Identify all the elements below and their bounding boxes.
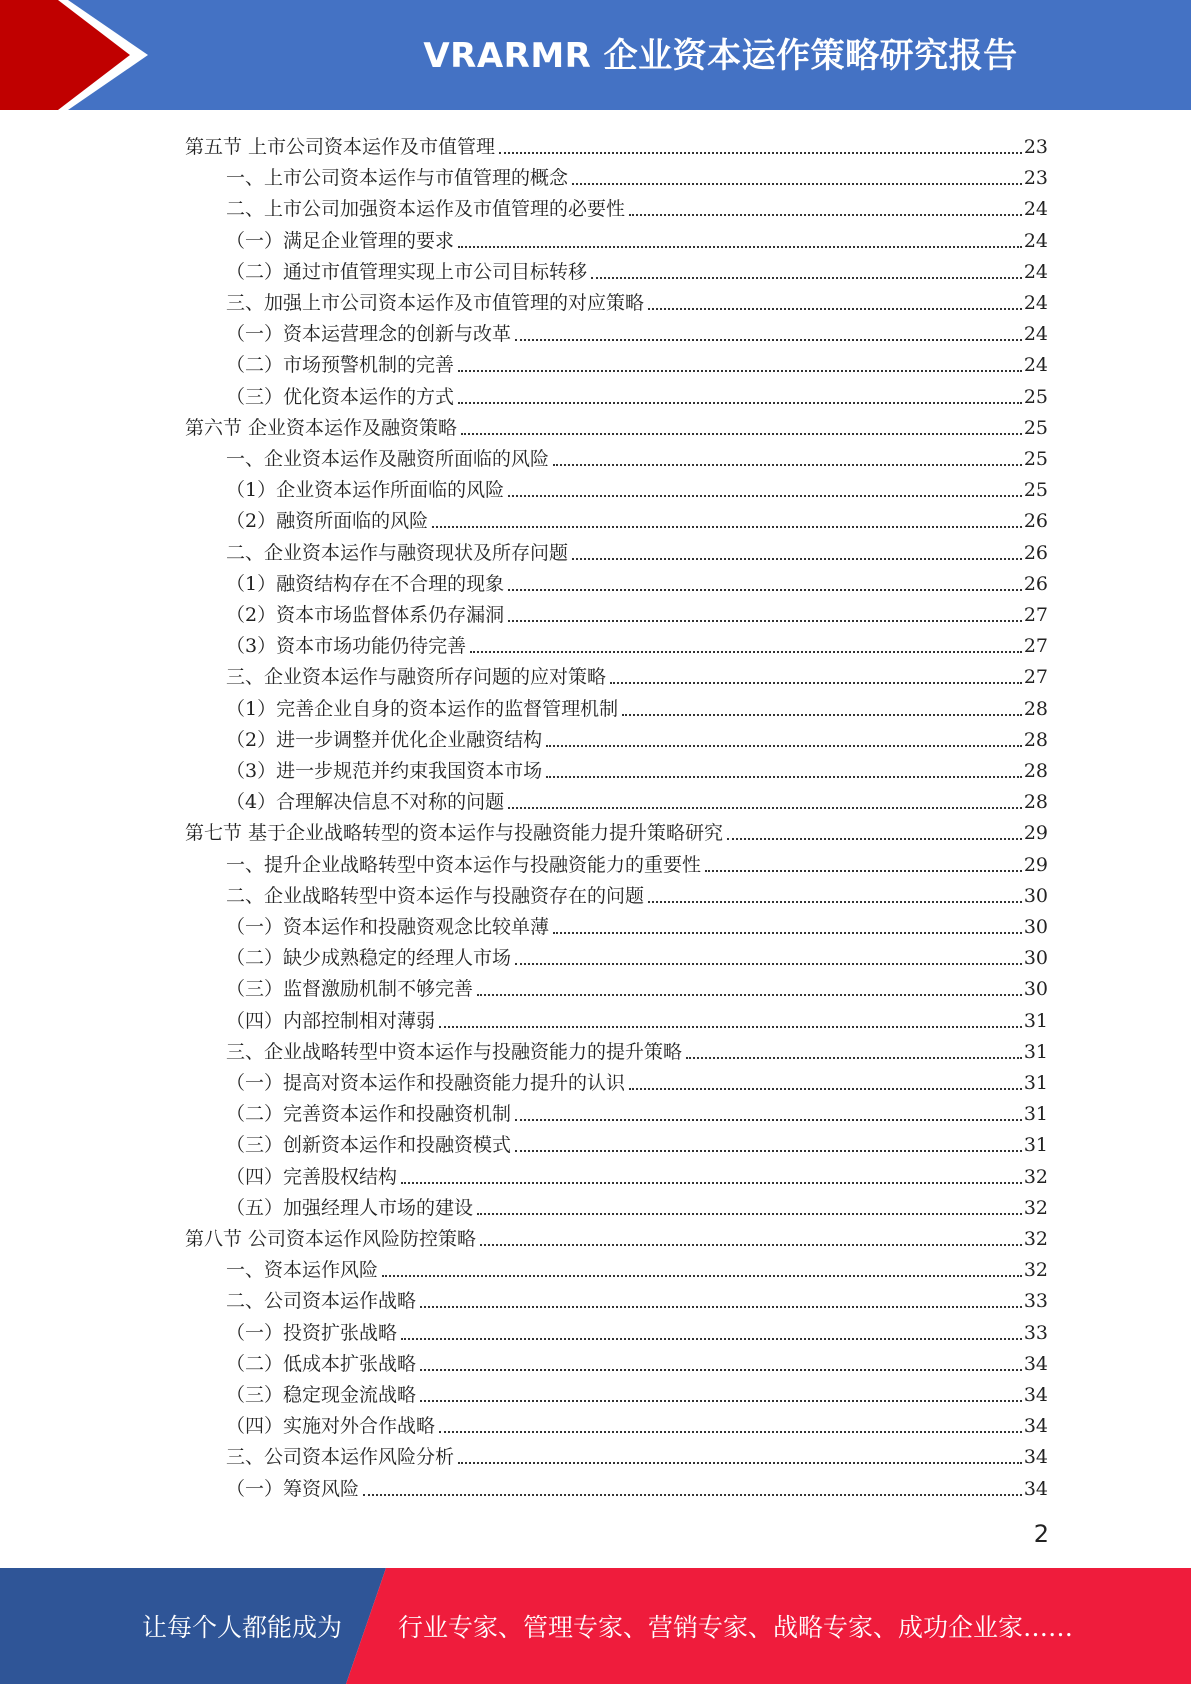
toc-entry-label: （一）资本运营理念的创新与改革 <box>226 323 512 346</box>
toc-entry-label: （一）资本运作和投融资观念比较单薄 <box>226 916 550 938</box>
toc-entry[interactable] <box>226 1345 1048 1376</box>
toc-entry-label: 一、上市公司资本运作与市值管理的概念 <box>226 167 569 190</box>
toc-dot-leader <box>508 495 1022 497</box>
toc-entry-page: 32 <box>1023 1196 1048 1219</box>
toc-dot-leader <box>629 1088 1022 1090</box>
toc-entry-label: （一）投资扩张战略 <box>226 1321 398 1344</box>
toc-entry-page: 32 <box>1023 1228 1048 1250</box>
toc-entry-page: 28 <box>1023 760 1048 782</box>
toc-entry-page: 30 <box>1023 884 1048 907</box>
toc-entry[interactable] <box>226 378 1048 409</box>
toc-dot-leader <box>439 1026 1022 1028</box>
toc-entry[interactable] <box>226 471 1048 502</box>
toc-entry-page: 32 <box>1023 1259 1048 1282</box>
toc-dot-leader <box>458 246 1022 248</box>
toc-entry-page: 24 <box>1023 229 1048 252</box>
toc-dot-leader <box>480 1244 1022 1246</box>
toc-entry-label: 第六节 企业资本运作及融资策略 <box>185 416 458 439</box>
toc-entry-label: 第七节 基于企业战略转型的资本运作与投融资能力提升策略研究 <box>185 822 724 845</box>
toc-dot-leader <box>470 651 1022 653</box>
toc-entry[interactable] <box>226 1470 1048 1501</box>
toc-entry-label: 第八节 公司资本运作风险防控策略 <box>185 1228 477 1250</box>
toc-entry-label: （2）资本市场监督体系仍存漏洞 <box>226 604 505 626</box>
toc-entry-page: 31 <box>1023 1103 1048 1126</box>
toc-entry-label: （2）进一步调整并优化企业融资结构 <box>226 728 543 751</box>
toc-entry-label: 一、资本运作风险 <box>226 1259 379 1282</box>
toc-entry[interactable] <box>226 1158 1048 1189</box>
toc-entry-label: （二）通过市值管理实现上市公司目标转移 <box>226 260 588 283</box>
toc-dot-leader <box>572 558 1022 560</box>
toc-dot-leader <box>546 776 1022 778</box>
toc-entry[interactable] <box>185 409 1048 440</box>
toc-entry-label: （四）完善股权结构 <box>226 1165 398 1188</box>
toc-entry-label: （4）合理解决信息不对称的问题 <box>226 791 505 814</box>
toc-entry[interactable] <box>226 346 1048 377</box>
toc-dot-leader <box>727 838 1022 840</box>
toc-entry-page: 23 <box>1023 167 1048 190</box>
toc-entry-label: （四）内部控制相对薄弱 <box>226 1009 436 1032</box>
toc-dot-leader <box>648 901 1022 903</box>
toc-entry-page: 28 <box>1023 791 1048 814</box>
toc-entry-page: 25 <box>1023 385 1048 408</box>
toc-entry-page: 25 <box>1023 416 1048 439</box>
toc-entry-label: （二）市场预警机制的完善 <box>226 354 455 377</box>
toc-entry-label: （三）监督激励机制不够完善 <box>226 978 474 1001</box>
toc-entry-label: 三、企业战略转型中资本运作与投融资能力的提升策略 <box>226 1040 683 1063</box>
toc-entry[interactable] <box>226 534 1048 565</box>
toc-entry-label: 二、企业资本运作与融资现状及所存问题 <box>226 541 569 564</box>
toc-dot-leader <box>648 308 1022 310</box>
toc-entry-page: 31 <box>1023 1072 1048 1094</box>
toc-entry[interactable] <box>226 502 1048 533</box>
toc-entry[interactable] <box>226 1002 1048 1033</box>
toc-entry[interactable] <box>226 253 1048 284</box>
toc-entry[interactable] <box>226 1314 1048 1345</box>
toc-entry-label: （3）资本市场功能仍待完善 <box>226 635 467 658</box>
toc-entry[interactable] <box>226 190 1048 221</box>
toc-entry-label: （四）实施对外合作战略 <box>226 1415 436 1438</box>
toc-entry-label: （1）融资结构存在不合理的现象 <box>226 572 505 595</box>
toc-dot-leader <box>515 1150 1022 1152</box>
toc-entry[interactable] <box>226 596 1048 627</box>
toc-entry-page: 34 <box>1023 1415 1048 1438</box>
header-banner <box>0 0 1191 110</box>
toc-entry[interactable] <box>226 846 1048 877</box>
toc-entry-page: 29 <box>1023 822 1048 845</box>
toc-entry-label: 二、上市公司加强资本运作及市值管理的必要性 <box>226 198 626 221</box>
toc-entry-page: 34 <box>1023 1446 1048 1469</box>
toc-entry-page: 28 <box>1023 728 1048 751</box>
toc-entry[interactable] <box>226 752 1048 783</box>
toc-entry-label: （二）完善资本运作和投融资机制 <box>226 1103 512 1126</box>
toc-entry[interactable] <box>226 159 1048 190</box>
toc-entry-label: 三、企业资本运作与融资所存问题的应对策略 <box>226 666 607 689</box>
toc-entry-page: 26 <box>1023 510 1048 533</box>
toc-entry[interactable] <box>226 1438 1048 1469</box>
toc-dot-leader <box>508 807 1022 809</box>
toc-entry-label: （1）完善企业自身的资本运作的监督管理机制 <box>226 697 619 720</box>
toc-entry-page: 33 <box>1023 1290 1048 1313</box>
toc-dot-leader <box>461 433 1022 435</box>
toc-dot-leader <box>458 402 1022 404</box>
toc-entry[interactable] <box>226 1064 1048 1095</box>
toc-entry-label: （三）优化资本运作的方式 <box>226 385 455 408</box>
toc-entry-page: 30 <box>1023 947 1048 970</box>
toc-entry-page: 34 <box>1023 1384 1048 1406</box>
toc-entry[interactable] <box>185 1220 1048 1251</box>
toc-entry-page: 25 <box>1023 448 1048 470</box>
toc-dot-leader <box>477 1213 1022 1215</box>
toc-entry-label: （一）满足企业管理的要求 <box>226 229 455 252</box>
toc-entry-page: 26 <box>1023 572 1048 595</box>
footer-banner <box>0 1568 1191 1684</box>
toc-dot-leader <box>458 1462 1022 1464</box>
toc-dot-leader <box>629 214 1022 216</box>
toc-dot-leader <box>591 277 1022 279</box>
toc-entry[interactable] <box>226 315 1048 346</box>
toc-entry-page: 31 <box>1023 1009 1048 1032</box>
page-number: 2 <box>1033 1520 1049 1548</box>
toc-dot-leader <box>610 682 1022 684</box>
toc-entry-label: （三）创新资本运作和投融资模式 <box>226 1134 512 1157</box>
toc-dot-leader <box>515 963 1022 965</box>
toc-entry[interactable] <box>226 939 1048 970</box>
toc-entry-label: （一）提高对资本运作和投融资能力提升的认识 <box>226 1072 626 1094</box>
toc-dot-leader <box>477 994 1022 996</box>
toc-entry-page: 24 <box>1023 323 1048 346</box>
toc-entry-label: （三）稳定现金流战略 <box>226 1384 417 1406</box>
toc-entry[interactable] <box>226 1251 1048 1282</box>
toc-entry-page: 31 <box>1023 1134 1048 1157</box>
toc-entry-label: 第五节 上市公司资本运作及市值管理 <box>185 136 496 158</box>
toc-dot-leader <box>432 526 1022 528</box>
toc-entry-page: 24 <box>1023 198 1048 221</box>
toc-entry[interactable] <box>226 783 1048 814</box>
toc-entry[interactable] <box>226 1095 1048 1126</box>
toc-dot-leader <box>420 1400 1022 1402</box>
toc-entry[interactable] <box>226 970 1048 1001</box>
toc-dot-leader <box>499 152 1022 154</box>
toc-dot-leader <box>572 183 1022 185</box>
toc-entry-label: （二）缺少成熟稳定的经理人市场 <box>226 947 512 970</box>
toc-dot-leader <box>420 1306 1022 1308</box>
toc-entry-label: （五）加强经理人市场的建设 <box>226 1196 474 1219</box>
toc-entry-page: 24 <box>1023 260 1048 283</box>
toc-entry[interactable] <box>185 128 1048 159</box>
toc-entry-page: 28 <box>1023 697 1048 720</box>
toc-entry[interactable] <box>226 1189 1048 1220</box>
toc-entry-label: 一、企业资本运作及融资所面临的风险 <box>226 448 550 470</box>
toc-entry-page: 29 <box>1023 853 1048 876</box>
toc-entry[interactable] <box>226 440 1048 471</box>
toc-entry-page: 24 <box>1023 292 1048 314</box>
toc-dot-leader <box>515 339 1022 341</box>
toc-entry[interactable] <box>226 627 1048 658</box>
toc-entry[interactable] <box>226 1282 1048 1313</box>
toc-entry-label: 二、企业战略转型中资本运作与投融资存在的问题 <box>226 884 645 907</box>
toc-dot-leader <box>420 1369 1022 1371</box>
toc-entry[interactable] <box>226 1376 1048 1407</box>
toc-entry-page: 34 <box>1023 1352 1048 1375</box>
toc-entry[interactable] <box>226 690 1048 721</box>
toc-entry[interactable] <box>226 877 1048 908</box>
toc-entry-page: 23 <box>1023 136 1048 158</box>
toc-entry-page: 24 <box>1023 354 1048 377</box>
toc-dot-leader <box>705 870 1022 872</box>
toc-entry-label: （二）低成本扩张战略 <box>226 1352 417 1375</box>
toc-dot-leader <box>439 1431 1022 1433</box>
toc-entry[interactable] <box>226 1033 1048 1064</box>
toc-entry-page: 30 <box>1023 916 1048 938</box>
toc-dot-leader <box>553 932 1022 934</box>
footer-slogan-left: 让每个人都能成为 <box>142 1613 343 1642</box>
toc-entry[interactable] <box>226 284 1048 315</box>
toc-dot-leader <box>401 1182 1022 1184</box>
toc-entry-label: （1）企业资本运作所面临的风险 <box>226 479 505 502</box>
toc-dot-leader <box>363 1494 1022 1496</box>
toc-entry[interactable] <box>226 1126 1048 1157</box>
toc-dot-leader <box>382 1275 1022 1277</box>
toc-entry-label: （3）进一步规范并约束我国资本市场 <box>226 760 543 782</box>
toc-entry[interactable] <box>226 1407 1048 1438</box>
toc-entry[interactable] <box>226 721 1048 752</box>
toc-entry[interactable] <box>185 814 1048 845</box>
toc-dot-leader <box>401 1338 1022 1340</box>
toc-entry-page: 27 <box>1023 666 1048 689</box>
toc-entry-page: 27 <box>1023 604 1048 626</box>
toc-entry-page: 27 <box>1023 635 1048 658</box>
toc-dot-leader <box>546 745 1022 747</box>
toc-dot-leader <box>515 1119 1022 1121</box>
footer-slogan-right: 行业专家、管理专家、营销专家、战略专家、成功企业家…… <box>398 1613 1074 1642</box>
toc-entry-label: 三、加强上市公司资本运作及市值管理的对应策略 <box>226 292 645 314</box>
toc-entry[interactable] <box>226 222 1048 253</box>
toc-entry[interactable] <box>226 565 1048 596</box>
toc-dot-leader <box>622 714 1022 716</box>
toc-entry-page: 31 <box>1023 1040 1048 1063</box>
toc-entry-page: 32 <box>1023 1165 1048 1188</box>
toc-entry-page: 25 <box>1023 479 1048 502</box>
toc-entry-label: （2）融资所面临的风险 <box>226 510 429 533</box>
toc-dot-leader <box>458 370 1022 372</box>
toc-dot-leader <box>686 1057 1022 1059</box>
toc-entry-label: （一）筹资风险 <box>226 1477 360 1500</box>
toc-dot-leader <box>553 464 1022 466</box>
toc-entry-label: 一、提升企业战略转型中资本运作与投融资能力的重要性 <box>226 853 702 876</box>
report-title: VRARMR 企业资本运作策略研究报告 <box>423 35 1018 76</box>
toc-entry[interactable] <box>226 658 1048 689</box>
toc-dot-leader <box>508 620 1022 622</box>
toc-entry-page: 30 <box>1023 978 1048 1001</box>
toc-entry-page: 33 <box>1023 1321 1048 1344</box>
toc-entry[interactable] <box>226 908 1048 939</box>
toc-entry-page: 26 <box>1023 541 1048 564</box>
toc-entry-label: 三、公司资本运作风险分析 <box>226 1446 455 1469</box>
toc-entry-label: 二、公司资本运作战略 <box>226 1290 417 1313</box>
toc-entry-page: 34 <box>1023 1477 1048 1500</box>
toc-dot-leader <box>508 589 1022 591</box>
